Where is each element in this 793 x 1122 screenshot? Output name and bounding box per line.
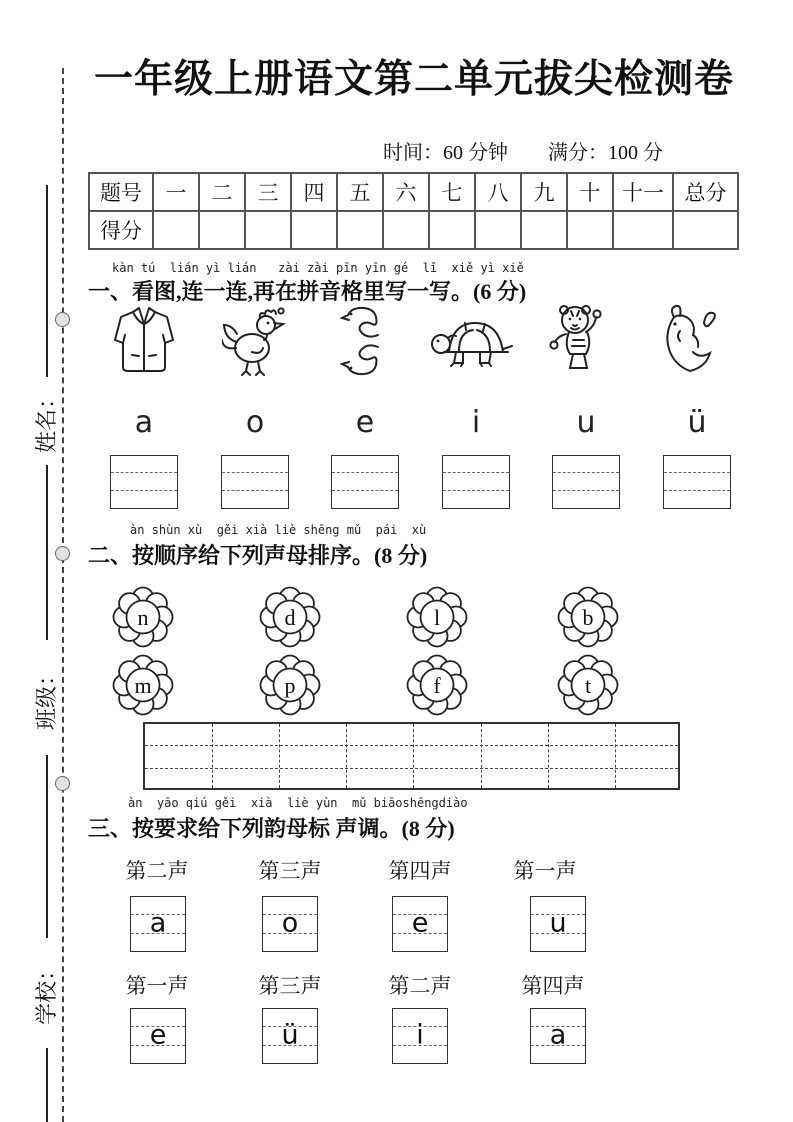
vowel-label: ü [687, 405, 707, 440]
score-cell[interactable] [475, 211, 521, 249]
score-cell[interactable] [199, 211, 245, 249]
pinyin-writing-box[interactable] [221, 455, 289, 509]
col-header: 七 [429, 173, 475, 211]
vowel-label: e [355, 405, 375, 440]
final-letter: e [149, 1019, 167, 1051]
col-header: 一 [153, 173, 199, 211]
initial-flower [406, 584, 468, 650]
binder-hole [55, 776, 70, 791]
score-cell[interactable] [429, 211, 475, 249]
score-table [88, 172, 739, 250]
col-header: 十一 [613, 173, 673, 211]
tone-label: 第四声 [521, 974, 585, 998]
tone-label: 第二声 [388, 974, 452, 998]
score-cell[interactable] [567, 211, 613, 249]
school-label: 学校： [34, 959, 59, 1026]
section1-heading: 一、看图,连一连,再在拼音格里写一写。(6 分) [88, 279, 527, 304]
score-row-label: 得分 [89, 211, 153, 249]
initial-letter: n [137, 605, 149, 630]
vowel-label: a [134, 405, 154, 440]
initial-flower [557, 652, 619, 718]
tone-mark-box[interactable] [130, 1008, 186, 1064]
score-cell[interactable] [337, 211, 383, 249]
col-header: 六 [383, 173, 429, 211]
col-header: 四 [291, 173, 337, 211]
final-letter: ü [281, 1019, 299, 1051]
final-letter: e [411, 907, 429, 939]
tone-mark-box[interactable] [530, 1008, 586, 1064]
section3-pinyin: àn yāo qiú gěi xià liè yùn mǔ biāoshēngdiào [128, 796, 468, 810]
name-fill-line[interactable] [46, 465, 48, 640]
tone-label: 第四声 [388, 859, 452, 883]
time-score-info: 时间：60 分钟 满分：100 分 [383, 142, 663, 164]
binder-hole [55, 312, 70, 327]
col-header: 九 [521, 173, 567, 211]
initial-letter: f [433, 673, 441, 698]
score-cell[interactable] [613, 211, 673, 249]
initial-flower [406, 652, 468, 718]
initial-letter: t [584, 673, 592, 698]
score-cell[interactable] [153, 211, 199, 249]
initial-letter: l [433, 605, 441, 630]
col-header: 八 [475, 173, 521, 211]
binder-hole [55, 546, 70, 561]
table-row [89, 173, 738, 211]
final-letter: o [281, 907, 299, 939]
tone-mark-box[interactable] [262, 1008, 318, 1064]
name-label: 姓名： [34, 387, 59, 454]
initial-letter: d [284, 605, 296, 630]
school-fill-line[interactable] [46, 1048, 48, 1122]
col-header: 十 [567, 173, 613, 211]
vowel-label: o [245, 405, 265, 440]
initial-flower [112, 652, 174, 718]
vowel-label: u [576, 405, 596, 440]
class-fill-line[interactable] [46, 755, 48, 938]
tone-label: 第三声 [258, 974, 322, 998]
pinyin-writing-box[interactable] [663, 455, 731, 509]
name-fill-line[interactable] [46, 185, 48, 377]
section3-heading: 三、按要求给下列韵母标 声调。(8 分) [88, 816, 455, 841]
tone-label: 第一声 [513, 859, 577, 883]
score-cell[interactable] [245, 211, 291, 249]
page-title: 一年级上册语文第二单元拔尖检测卷 [93, 58, 734, 101]
tiger-icon [548, 301, 610, 379]
fish-icon [660, 301, 718, 379]
score-cell[interactable] [383, 211, 429, 249]
col-header: 三 [245, 173, 291, 211]
total-header: 总分 [673, 173, 738, 211]
section1-pinyin: kàn tú lián yì lián zài zài pīn yīn gé lǐ xiě yì xiě [112, 261, 524, 275]
tone-label: 第二声 [125, 859, 189, 883]
section2-heading: 二、按顺序给下列声母排序。(8 分) [88, 543, 428, 568]
tone-mark-box[interactable] [530, 896, 586, 952]
initial-flower [259, 584, 321, 650]
tone-mark-box[interactable] [262, 896, 318, 952]
tone-mark-box[interactable] [392, 896, 448, 952]
initial-flower [557, 584, 619, 650]
pinyin-writing-box[interactable] [552, 455, 620, 509]
turtle-icon [428, 310, 514, 374]
col-header: 二 [199, 173, 245, 211]
tone-label: 第三声 [258, 859, 322, 883]
tone-mark-box[interactable] [130, 896, 186, 952]
final-letter: a [149, 907, 167, 939]
score-cell[interactable] [673, 211, 738, 249]
initial-letter: b [582, 605, 594, 630]
pinyin-writing-box[interactable] [110, 455, 178, 509]
score-cell[interactable] [291, 211, 337, 249]
final-letter: i [416, 1019, 424, 1051]
class-label: 班级： [34, 664, 59, 731]
final-letter: a [549, 1019, 567, 1051]
initial-flower [259, 652, 321, 718]
final-letter: u [549, 907, 567, 939]
initial-flower [112, 584, 174, 650]
score-cell[interactable] [521, 211, 567, 249]
tone-mark-box[interactable] [392, 1008, 448, 1064]
vowel-label: i [471, 405, 481, 440]
goose-with-reflection-icon [340, 303, 386, 379]
ordering-answer-grid[interactable] [143, 722, 680, 790]
section2-pinyin: àn shùn xù gěi xià liè shēng mǔ pái xù [130, 523, 427, 537]
initial-letter: p [284, 673, 296, 698]
rooster-icon [222, 303, 286, 379]
coat-icon [110, 305, 178, 377]
tone-label: 第一声 [125, 974, 189, 998]
question-number-header: 题号 [89, 173, 153, 211]
pinyin-writing-box[interactable] [331, 455, 399, 509]
pinyin-writing-box[interactable] [442, 455, 510, 509]
binding-dashed-line [62, 68, 64, 1122]
col-header: 五 [337, 173, 383, 211]
initial-letter: m [134, 673, 152, 698]
table-row [89, 211, 738, 249]
